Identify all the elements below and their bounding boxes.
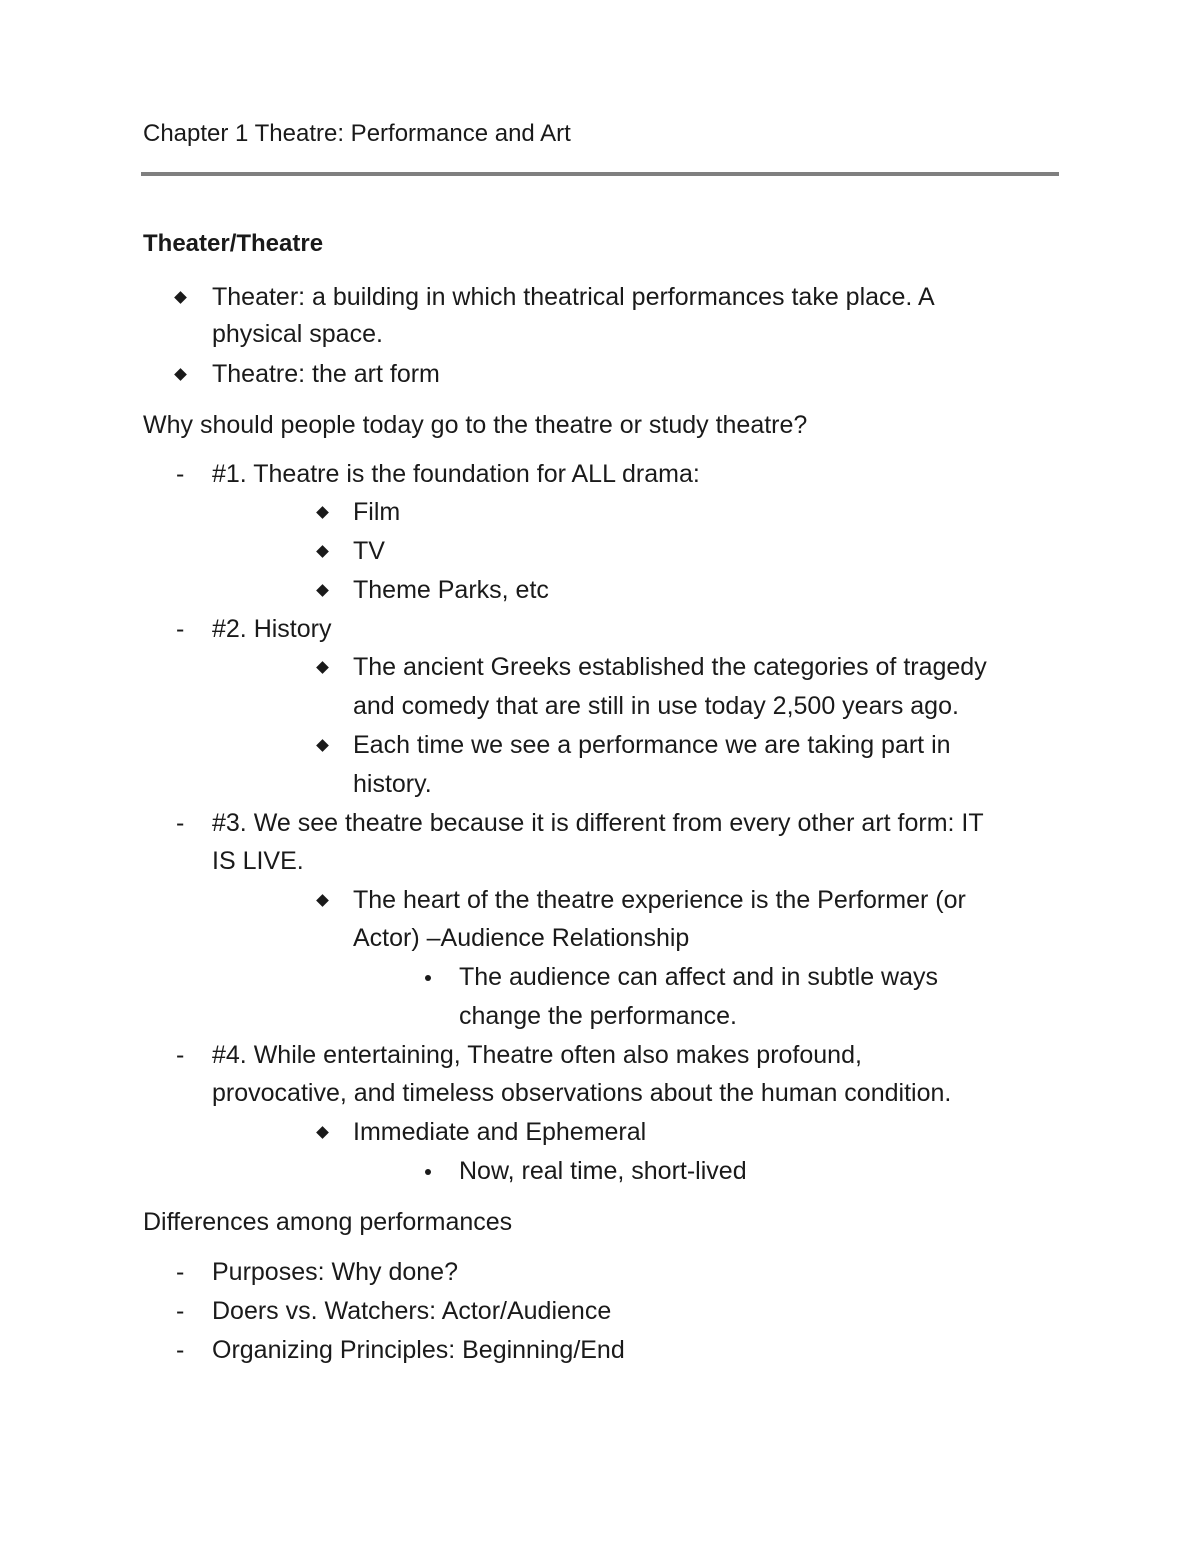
section-heading-theater: Theater/Theatre bbox=[143, 230, 324, 257]
title-divider bbox=[141, 172, 1059, 176]
bullet-text: The ancient Greeks established the categories of tragedy bbox=[353, 653, 987, 681]
diamond-bullet-icon bbox=[316, 545, 329, 558]
reason-text: provocative, and timeless observations about the human condition. bbox=[212, 1079, 952, 1107]
list-item: Purposes: Why done? bbox=[212, 1258, 458, 1286]
sub-bullet-text: The audience can affect and in subtle ways bbox=[459, 963, 939, 991]
diamond-bullet-icon bbox=[316, 739, 329, 752]
bullet-text: Theatre: the art form bbox=[212, 360, 440, 388]
dash-bullet: - bbox=[176, 1258, 185, 1286]
bullet-text: Each time we see a performance we are taking part in bbox=[353, 731, 951, 759]
round-bullet-icon bbox=[425, 975, 431, 981]
page-title: Chapter 1 Theatre: Performance and Art bbox=[143, 120, 571, 147]
reason-text: #4. While entertaining, Theatre often also makes profound, bbox=[212, 1041, 862, 1069]
diamond-bullet-icon bbox=[316, 1126, 329, 1139]
bullet-text: Theme Parks, etc bbox=[353, 576, 549, 604]
diamond-bullet-icon bbox=[316, 584, 329, 597]
bullet-text: The heart of the theatre experience is the Performer (or bbox=[353, 886, 966, 914]
list-item: Organizing Principles: Beginning/End bbox=[212, 1336, 625, 1364]
bullet-text: Actor) –Audience Relationship bbox=[353, 924, 690, 952]
bullet-text: Theater: a building in which theatrical performances take place. A bbox=[212, 283, 935, 311]
section-heading-differences: Differences among performances bbox=[143, 1208, 513, 1236]
reason-text: #3. We see theatre because it is different from every other art form: IT bbox=[212, 809, 984, 837]
bullet-text: TV bbox=[353, 537, 385, 565]
dash-bullet: - bbox=[176, 1297, 185, 1325]
dash-bullet: - bbox=[176, 1336, 185, 1364]
diamond-bullet-icon bbox=[174, 368, 187, 381]
dash-bullet: - bbox=[176, 1041, 185, 1069]
question-text: Why should people today go to the theatre or study theatre? bbox=[143, 411, 808, 439]
reason-text: #2. History bbox=[212, 615, 332, 643]
list-item: Doers vs. Watchers: Actor/Audience bbox=[212, 1297, 612, 1325]
sub-bullet-text: Now, real time, short-lived bbox=[459, 1157, 747, 1185]
dash-bullet: - bbox=[176, 615, 185, 643]
bullet-text: Immediate and Ephemeral bbox=[353, 1118, 647, 1146]
bullet-text: history. bbox=[353, 770, 432, 798]
diamond-bullet-icon bbox=[316, 661, 329, 674]
diamond-bullet-icon bbox=[316, 894, 329, 907]
dash-bullet: - bbox=[176, 809, 185, 837]
bullet-text: physical space. bbox=[212, 320, 383, 348]
reason-text: IS LIVE. bbox=[212, 847, 304, 875]
diamond-bullet-icon bbox=[316, 506, 329, 519]
diamond-bullet-icon bbox=[174, 291, 187, 304]
bullet-text: Film bbox=[353, 498, 401, 526]
sub-bullet-text: change the performance. bbox=[459, 1002, 737, 1030]
round-bullet-icon bbox=[425, 1169, 431, 1175]
dash-bullet: - bbox=[176, 460, 185, 488]
reason-text: #1. Theatre is the foundation for ALL drama: bbox=[212, 460, 700, 488]
bullet-text: and comedy that are still in use today 2,500 years ago. bbox=[353, 692, 959, 720]
